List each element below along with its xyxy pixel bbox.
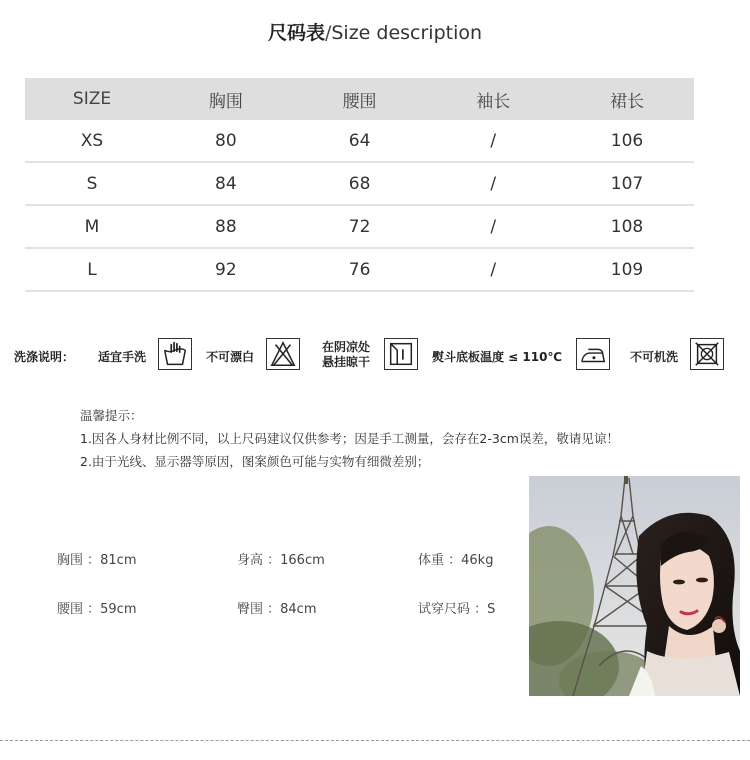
care-text-line-dry	[322, 340, 370, 370]
header-cell: 裙长	[560, 78, 694, 120]
table-row	[25, 248, 694, 291]
header-cell: 袖长	[426, 78, 560, 120]
header-cell: SIZE	[25, 78, 159, 120]
size-table-header-row	[25, 78, 694, 120]
tips-heading: 温馨提示：	[80, 408, 143, 423]
title-english: Size description	[331, 22, 483, 44]
table-cell: XS	[25, 120, 159, 162]
care-text-line-dry-2: 悬挂晾干	[322, 355, 371, 369]
table-cell: 68	[293, 162, 427, 205]
care-text-line-dry-1: 在阴凉处	[322, 340, 371, 354]
iron-low-heat-icon	[576, 338, 610, 370]
table-cell: 64	[293, 120, 427, 162]
table-cell: 107	[560, 162, 694, 205]
page-title	[0, 18, 750, 45]
model-height: 身高 ：166cm	[237, 553, 325, 568]
table-row	[25, 205, 694, 248]
tips-line: 2.由于光线、显示器等原因，图案颜色可能与实物有细微差别；	[80, 454, 430, 469]
care-text-no-machine-wash: 不可机洗	[630, 350, 679, 364]
table-cell: /	[426, 120, 560, 162]
model-photo	[529, 476, 740, 696]
model-bust: 胸围 ：81cm	[57, 553, 137, 568]
model-hip: 臀围 ：84cm	[237, 602, 317, 617]
table-cell: 109	[560, 248, 694, 291]
table-cell: M	[25, 205, 159, 248]
table-cell: 84	[159, 162, 293, 205]
table-cell: /	[426, 162, 560, 205]
header-cell: 腰围	[293, 78, 427, 120]
table-cell: 92	[159, 248, 293, 291]
tips-line: 1.因各人身材比例不同，以上尺码建议仅供参考；因是手工测量，会存在2-3cm误差，敬请见谅！	[80, 431, 619, 446]
no-machine-wash-icon	[690, 338, 724, 370]
table-cell: 88	[159, 205, 293, 248]
bottom-divider	[0, 740, 750, 741]
care-text-no-bleach: 不可漂白	[206, 350, 255, 364]
header-cell: 胸围	[159, 78, 293, 120]
table-row	[25, 120, 694, 162]
care-label: 洗涤说明：	[14, 350, 75, 364]
tips-section	[80, 404, 619, 473]
table-cell: 106	[560, 120, 694, 162]
care-text-iron: 熨斗底板温度 ≤ 110℃	[432, 350, 562, 364]
title-chinese: 尺码表	[267, 22, 325, 44]
table-cell: /	[426, 248, 560, 291]
size-table	[25, 78, 694, 292]
care-text-hand-wash: 适宜手洗	[98, 350, 147, 364]
table-cell: 80	[159, 120, 293, 162]
table-cell: 108	[560, 205, 694, 248]
table-cell: S	[25, 162, 159, 205]
table-cell: 72	[293, 205, 427, 248]
model-waist: 腰围 ：59cm	[57, 602, 137, 617]
line-dry-shade-icon	[384, 338, 418, 370]
table-cell: L	[25, 248, 159, 291]
table-row	[25, 162, 694, 205]
table-cell: 76	[293, 248, 427, 291]
care-instructions	[14, 336, 734, 374]
model-weight: 体重 ：46kg	[418, 553, 494, 568]
model-size: 试穿尺码 ：S	[418, 602, 496, 617]
hand-wash-icon	[158, 338, 192, 370]
table-cell: /	[426, 205, 560, 248]
title-separator: /	[324, 22, 332, 44]
no-bleach-icon	[266, 338, 300, 370]
